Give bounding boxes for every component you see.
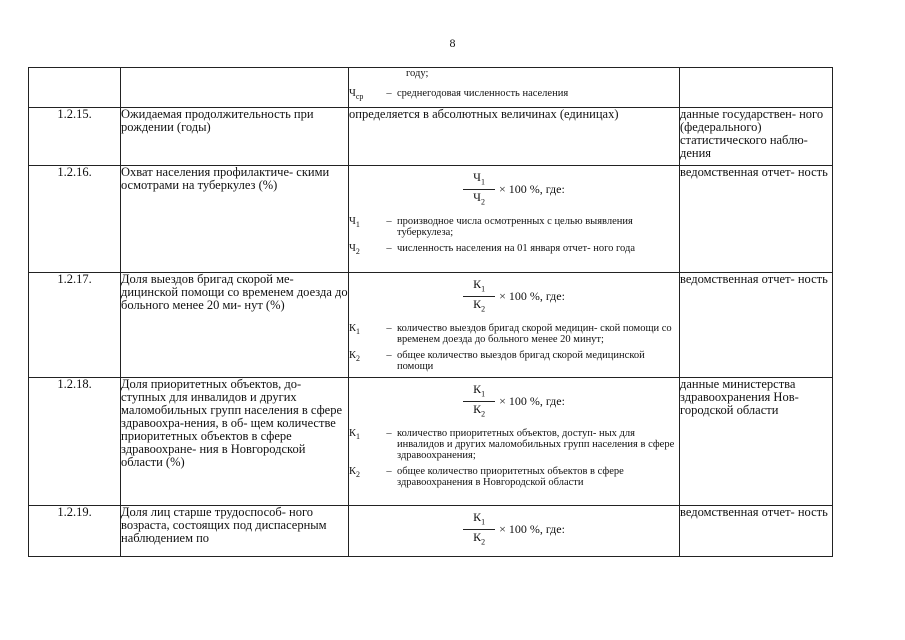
continuation-text: году;: [406, 68, 429, 79]
table-row-continuation: [29, 68, 833, 108]
row-number: 1.2.16.: [29, 166, 121, 273]
definition-row: $К_1$ – количество приоритетных объектов, доступ- ных для инвалидов и других маломобильных групп населения в сфере здравоохранения;: [349, 428, 679, 461]
data-source: данные государствен- ного (федерального) статистического наблю- дения: [680, 108, 833, 166]
definition-symbol-sub: ср: [355, 92, 364, 102]
indicator-name-cell: [121, 68, 349, 108]
table-row: [29, 273, 833, 378]
definition-dash: –: [386, 88, 392, 99]
formula-cell: [349, 378, 680, 506]
definition-row: $Ч_1$ – производное числа осмотренных с целью выявления туберкулеза;: [349, 216, 679, 238]
definition-text: количество приоритетных объектов, доступ- ных для инвалидов и других маломобильных групп населения в сфере здравоохранения;: [397, 427, 675, 461]
row-number: 1.2.15.: [29, 108, 121, 166]
indicator-name: Ожидаемая продолжительность при рождении (годы): [121, 108, 349, 166]
formula: [349, 510, 679, 550]
fraction-denominator: Ч: [473, 190, 481, 205]
fraction: $\frac{К_1}{К_2}$: [463, 510, 495, 550]
definition-row: $Ч_2$ – численность населения на 01 января отчет- ного года: [349, 243, 679, 257]
fraction-numerator: Ч: [473, 170, 481, 185]
definition-symbol: К: [349, 322, 357, 334]
fraction: $\frac{Ч_1}{Ч_2}$: [463, 170, 495, 210]
formula-cell: [349, 506, 680, 557]
definition-dash: –: [386, 349, 392, 361]
definition-row: [349, 88, 679, 102]
definition-symbol: Ч: [349, 88, 356, 99]
fraction-numerator: К: [473, 277, 482, 292]
table-row: [29, 166, 833, 273]
fraction-numerator: К: [473, 382, 482, 397]
data-source: ведомственная отчет- ность: [680, 506, 833, 557]
formula: [349, 277, 679, 317]
formula-cell: [349, 273, 680, 378]
fraction: $\frac{К_1}{К_2}$: [463, 382, 495, 422]
table-row: [29, 108, 833, 166]
table-row: [29, 378, 833, 506]
formula-multiplier: × 100 %, где:: [499, 522, 565, 537]
definition-dash: –: [386, 322, 392, 334]
definition-dash: –: [386, 427, 392, 439]
data-source: ведомственная отчет- ность: [680, 166, 833, 273]
definition-text: среднегодовая численность населения: [397, 88, 569, 99]
table-row: [29, 506, 833, 557]
definition-symbol: К: [349, 427, 357, 439]
formula-multiplier: × 100 %, где:: [499, 394, 565, 409]
definition-text: количество выездов бригад скорой медицин- ской помощи со временем доезда до больного менее 20 минут;: [397, 322, 672, 345]
row-number-cell: [29, 68, 121, 108]
row-number: 1.2.17.: [29, 273, 121, 378]
formula: [349, 382, 679, 422]
indicator-name: Доля приоритетных объектов, до- ступных для инвалидов и других маломобильных групп населения в сфере здравоохра-нения, в об- щем количестве приоритетных объектов в сфере здравоохране- ния в Новгородской области (%): [121, 378, 349, 506]
definition-text: производное числа осмотренных с целью выявления туберкулеза;: [397, 215, 633, 238]
definition-row: $К_2$ – общее количество приоритетных объектов в сфере здравоохранения в Новгородской области: [349, 466, 679, 488]
indicator-name: Охват населения профилактиче- скими осмотрами на туберкулез (%): [121, 166, 349, 273]
formula-cell: [349, 166, 680, 273]
definition-row: $К_2$ – общее количество выездов бригад скорой медицинской помощи: [349, 350, 679, 372]
definition-symbol: К: [349, 349, 357, 361]
formula-multiplier: × 100 %, где:: [499, 289, 565, 304]
definition-row: $К_1$ – количество выездов бригад скорой медицин- ской помощи со временем доезда до больного менее 20 минут;: [349, 323, 679, 345]
indicator-name: Доля лиц старше трудоспособ- ного возраста, состоящих под диспасерным наблюдением по: [121, 506, 349, 557]
row-number: 1.2.19.: [29, 506, 121, 557]
formula-description: определяется в абсолютных величинах (единицах): [349, 108, 680, 166]
source-cell: [680, 68, 833, 108]
definition-text: численность населения на 01 января отчет- ного года: [397, 242, 635, 254]
fraction-numerator: К: [473, 510, 482, 525]
data-source: ведомственная отчет- ность: [680, 273, 833, 378]
formula-cell: [349, 68, 680, 108]
definition-symbol: Ч: [349, 215, 356, 227]
definition-dash: –: [386, 242, 392, 254]
formula: [349, 170, 679, 210]
definition-symbol: К: [349, 465, 357, 477]
definition-text: общее количество приоритетных объектов в сфере здравоохранения в Новгородской области: [397, 465, 624, 488]
definition-symbol: Ч: [349, 242, 356, 254]
row-number: 1.2.18.: [29, 378, 121, 506]
data-source: данные министерства здравоохранения Нов- городской области: [680, 378, 833, 506]
indicator-name: Доля выездов бригад скорой ме- дицинской помощи со временем доезда до больного менее 20 ми- нут (%): [121, 273, 349, 378]
formula-multiplier: × 100 %, где:: [498, 182, 565, 197]
page-number: 8: [449, 36, 456, 50]
definition-dash: –: [386, 465, 392, 477]
fraction: $\frac{К_1}{К_2}$: [463, 277, 495, 317]
fraction-denominator: К: [473, 530, 482, 545]
fraction-denominator: К: [473, 402, 482, 417]
definition-dash: –: [386, 215, 392, 227]
definition-text: общее количество выездов бригад скорой медицинской помощи: [397, 349, 645, 372]
fraction-denominator: К: [473, 297, 482, 312]
indicators-table: [28, 67, 833, 557]
